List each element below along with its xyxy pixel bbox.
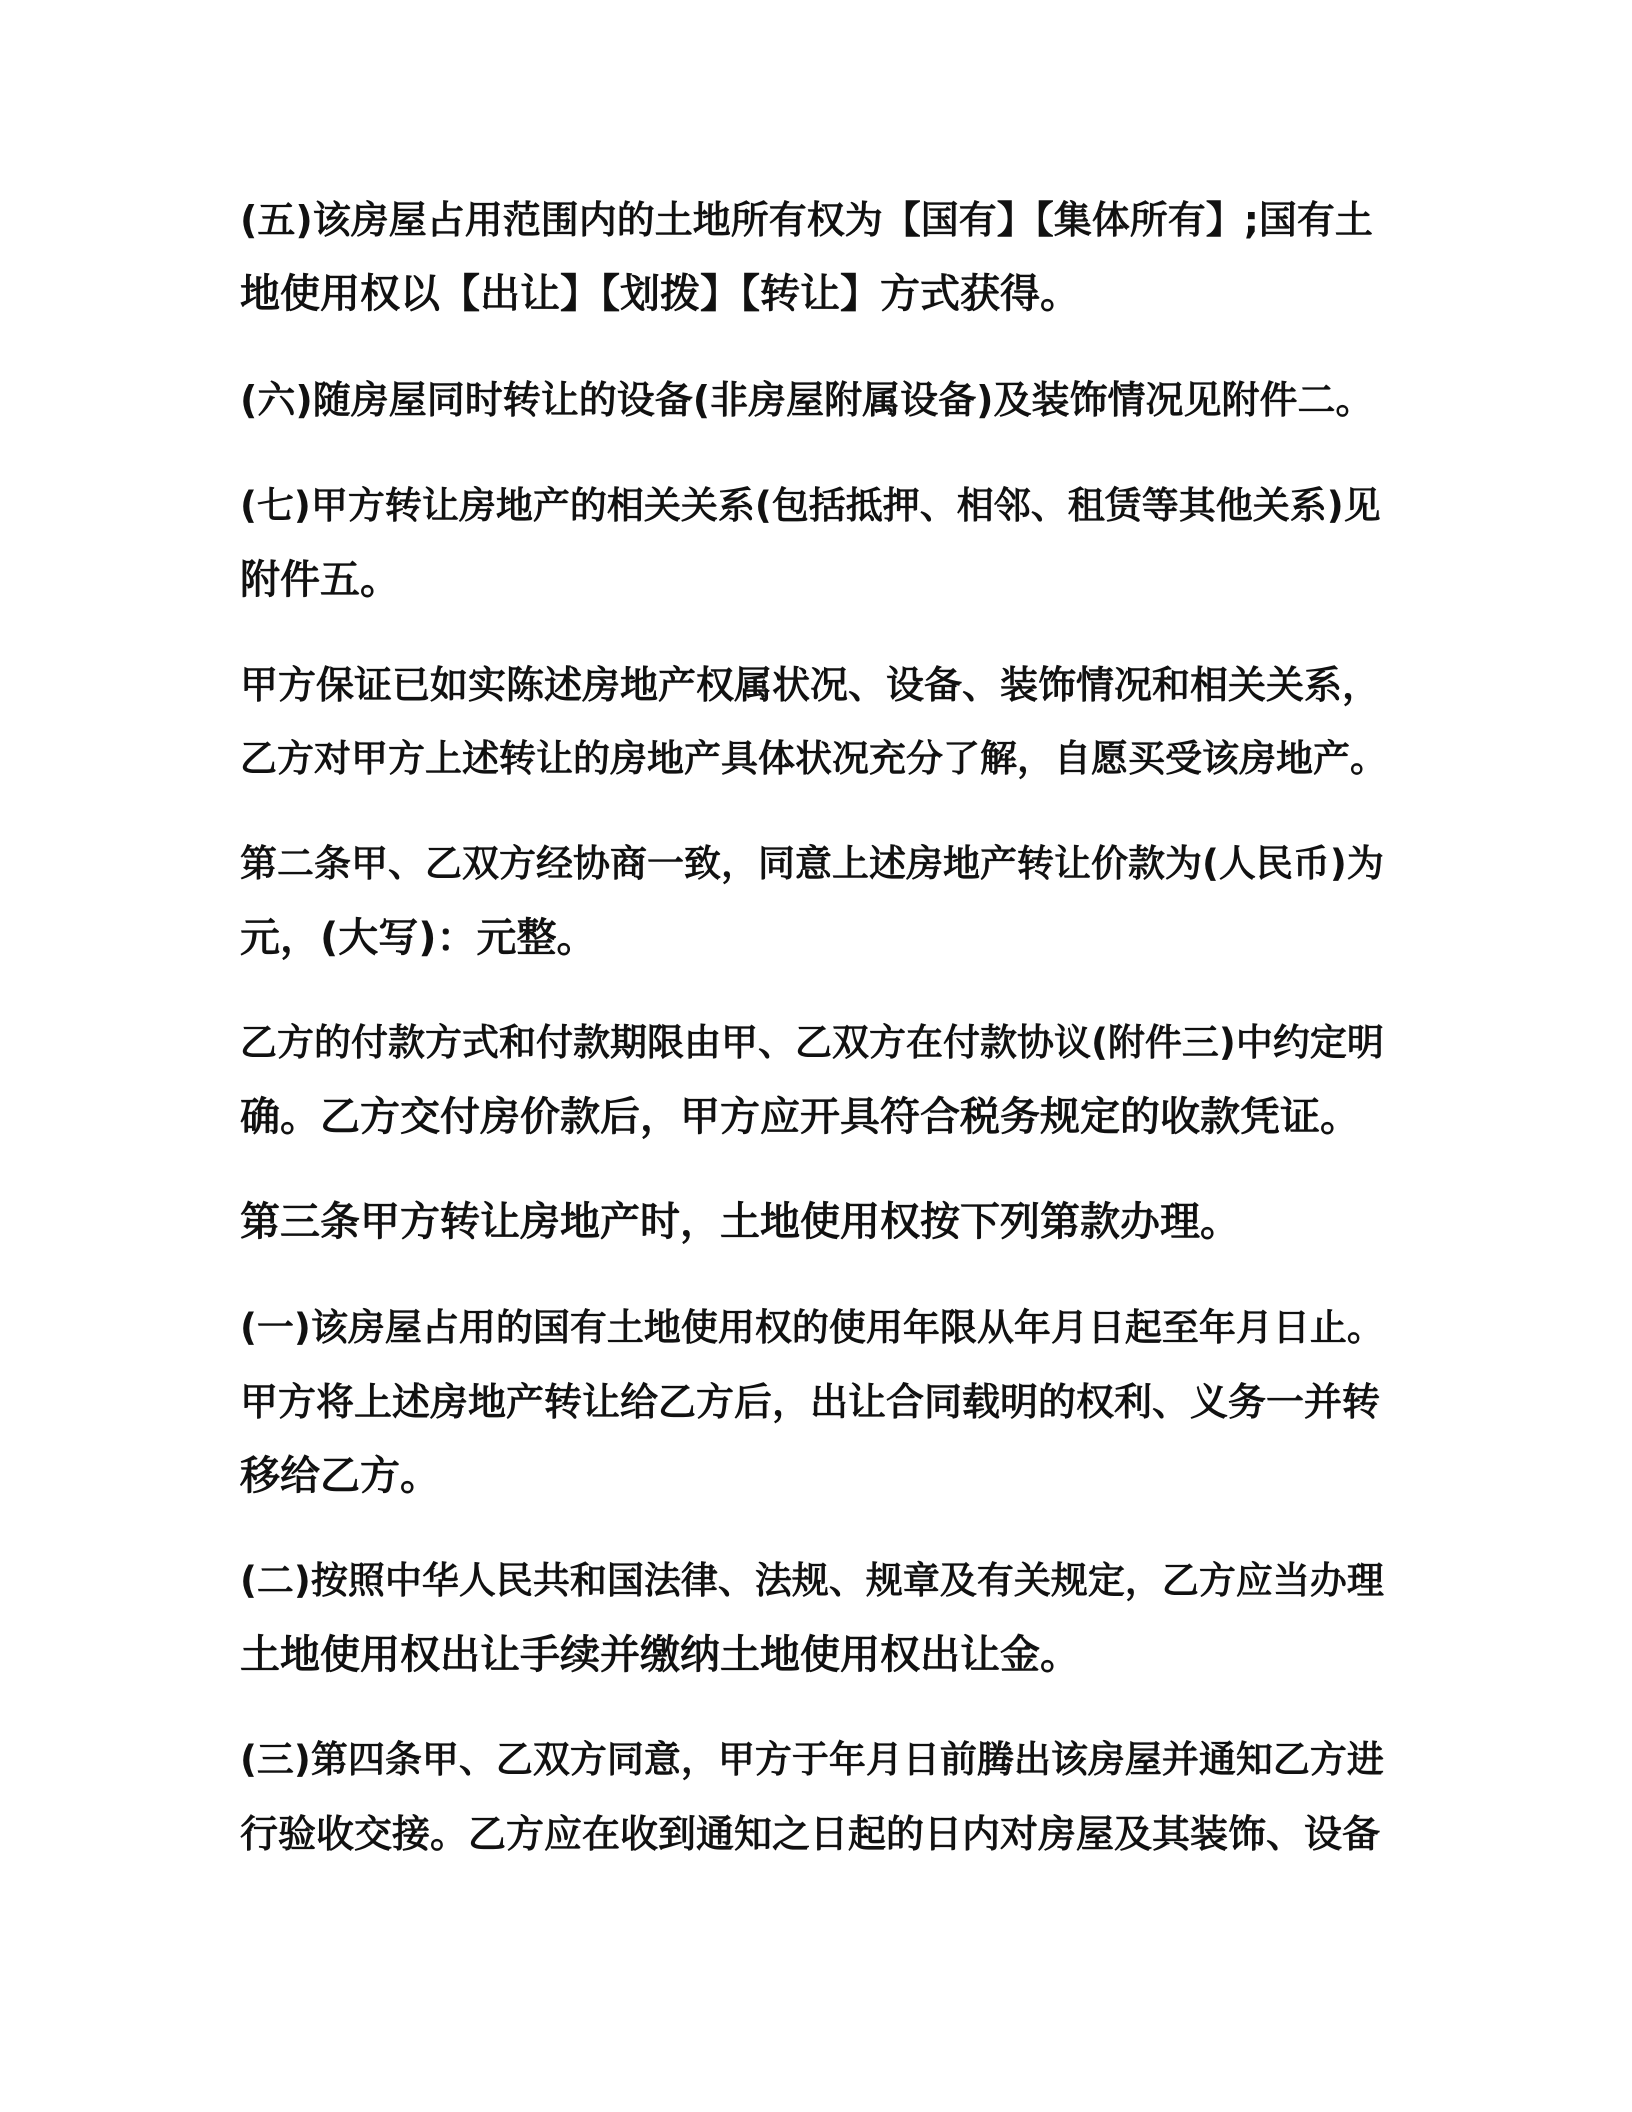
text-line: 确。乙方交付房价款后，甲方应开具符合税务规定的收款凭证。 [240,1094,1360,1140]
text-line: 土地使用权出让手续并缴纳土地使用权出让金。 [240,1632,1080,1678]
text-line: 甲方保证已如实陈述房地产权属状况、设备、装饰情况和相关关系， [240,663,1381,707]
text-line: (五)该房屋占用范围内的土地所有权为【国有】【集体所有】;国有土 [240,198,1373,242]
text-line: 地使用权以【出让】【划拨】【转让】方式获得。 [240,271,1080,317]
text-line: (七)甲方转让房地产的相关关系(包括抵押、相邻、租赁等其他关系)见 [240,484,1381,527]
text-line: (一)该房屋占用的国有土地使用权的使用年限从年月日起至年月日止。 [240,1306,1384,1349]
text-line: 第三条甲方转让房地产时，土地使用权按下列第款办理。 [240,1199,1240,1245]
text-line: (六)随房屋同时转让的设备(非房屋附属设备)及装饰情况见附件二。 [240,378,1374,422]
text-line: (三)第四条甲、乙双方同意，甲方于年月日前腾出该房屋并通知乙方进 [240,1738,1384,1781]
text-line: 移给乙方。 [240,1453,440,1499]
text-line: 乙方对甲方上述转让的房地产具体状况充分了解，自愿买受该房地产。 [240,737,1387,780]
text-line: 元，(大写)：元整。 [240,915,597,961]
text-line: 甲方将上述房地产转让给乙方后，出让合同载明的权利、义务一并转 [240,1380,1381,1424]
text-line: 乙方的付款方式和付款期限由甲、乙双方在付款协议(附件三)中约定明 [240,1021,1384,1064]
text-line: 行验收交接。乙方应在收到通知之日起的日内对房屋及其装饰、设备 [240,1812,1381,1856]
text-line: 附件五。 [240,557,400,603]
text-line: (二)按照中华人民共和国法律、法规、规章及有关规定，乙方应当办理 [240,1559,1384,1602]
text-line: 第二条甲、乙双方经协商一致，同意上述房地产转让价款为(人民币)为 [240,842,1384,885]
